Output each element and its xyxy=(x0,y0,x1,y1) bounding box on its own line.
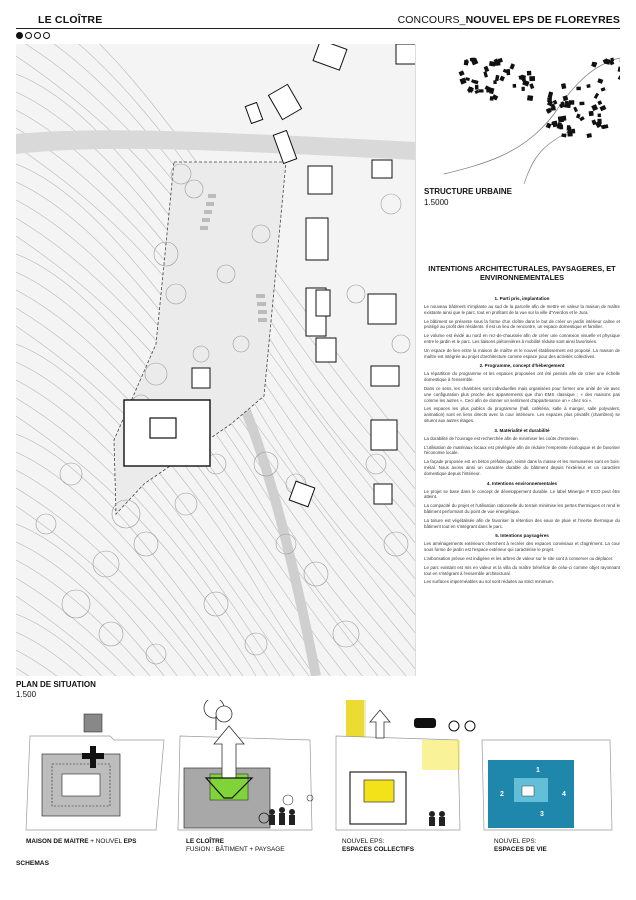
urban-block xyxy=(601,87,606,91)
schema-1-villa xyxy=(84,714,102,732)
contour-line xyxy=(16,416,416,676)
urban-block xyxy=(475,85,479,90)
contour-line xyxy=(16,506,416,676)
schema-2-caption-sub: FUSION : BÂTIMENT + PAYSAGE xyxy=(186,846,285,853)
section-paragraph: Un espace de lien entre la maison de maître et le nouvel établissement est proposé. La maison de maître est intégrée au projet d'architecture comme espace pour des activités collectives. xyxy=(424,347,620,359)
courtyard xyxy=(150,418,176,438)
contour-line xyxy=(16,434,416,676)
schema-4-caption-bold: ESPACES DE VIE xyxy=(494,846,547,853)
section-paragraph: La façade proposée est en béton préfabriqué, teinté dans la masse et les menuiseries sont en bois-métal. Nous avons ainsi un caractère durable du bâtiment depuis l'extérieur et un caractère domestique depuis l'intérieur. xyxy=(424,459,620,476)
situation-title: PLAN DE SITUATION xyxy=(16,680,96,689)
schema-1-caption-eps: EPS xyxy=(123,838,137,845)
urban-block xyxy=(529,76,535,81)
urban-block xyxy=(489,61,496,67)
section-paragraph: Les espaces les plus publics du programme (hall, cafétéria, salle à manger, salle polyvalent, animation) sont en liens directs avec la cour intérieure. Les espaces plus privatifs (chambres) se situent aux autres étages. xyxy=(424,406,620,423)
urban-block xyxy=(547,97,552,102)
urban-block xyxy=(598,114,601,118)
section-heading: 1. Parti pris, implantation xyxy=(494,296,550,301)
urban-block xyxy=(484,66,490,72)
contour-line xyxy=(16,596,416,676)
schema-2-caption-bold: LE CLOÎTRE xyxy=(186,838,224,845)
schema-3-caption xyxy=(342,838,414,854)
competition-title xyxy=(398,14,620,26)
schema-3-bike-icon xyxy=(449,721,459,731)
urban-block xyxy=(587,133,592,138)
urban-block xyxy=(475,90,479,94)
urban-block xyxy=(569,100,575,104)
urban-block xyxy=(486,88,492,93)
schema-le-cloitre xyxy=(176,700,326,840)
schema-3-yellow-area xyxy=(422,740,460,770)
section-paragraph: L'arborisation prévue est indigène et les arbres de valeur sur le site sont à conserver ou déplacer. xyxy=(424,555,614,561)
urban-block xyxy=(459,70,465,76)
urban-block xyxy=(529,83,534,89)
urban-block xyxy=(573,107,578,113)
section-paragraph: La compacité du projet et l'utilisation rationnelle du terrain minimise les pertes thermiques et rend le bâtiment performant du point de vue énergétique. xyxy=(424,503,620,514)
urban-block xyxy=(522,87,525,91)
schema-2-caption xyxy=(186,838,285,854)
urban-structure-title: STRUCTURE URBAINE xyxy=(424,187,512,196)
urban-block xyxy=(499,76,505,82)
section-paragraph: L'utilisation de matériaux locaux est privilégiée afin de réduire l'empreinte écologique et de favoriser l'économie locale. xyxy=(424,444,620,456)
urban-block xyxy=(470,57,475,61)
situation-scale: 1.500 xyxy=(16,690,37,699)
page-dot-3 xyxy=(34,32,41,39)
section-paragraph: Dans ce sens, les chambres sont individuelles mais organisées pour former une unité de vie avec une configuration plus proche des appartements que d'un EMS classique ; « des maisons pas comme les autres ». Ceci afin de donner un sentiment d'appartenance un « chez soi ». xyxy=(424,385,620,403)
urban-block xyxy=(586,84,590,88)
schema-4-caption xyxy=(494,838,547,854)
section-heading: 4. Intentions environnementales xyxy=(486,480,558,486)
urban-block xyxy=(527,71,532,76)
urban-block xyxy=(561,133,566,137)
project-title: LE CLOÎTRE xyxy=(38,14,103,26)
urban-block xyxy=(561,102,565,107)
section-paragraph: La répartition du programme et les espaces proposées ont été pensés afin de créer une échelle domestique à l'ensemble. xyxy=(424,371,620,383)
competition-name: NOUVEL EPS DE FLOREYRES xyxy=(465,14,620,26)
urban-block xyxy=(561,83,566,89)
urban-block xyxy=(600,105,607,111)
schema-1-caption-bold: MAISON DE MAITRE xyxy=(26,838,89,845)
urban-structure-map xyxy=(424,44,620,184)
contour-line xyxy=(16,524,416,676)
urban-block xyxy=(548,91,553,98)
urban-block xyxy=(567,131,573,137)
urban-block xyxy=(550,107,556,111)
schema-3-arrow-icon xyxy=(370,710,390,738)
room-number: 4 xyxy=(562,791,566,798)
urban-block xyxy=(527,95,533,101)
urban-block xyxy=(597,100,602,105)
page-indicator xyxy=(16,32,50,39)
contour-line xyxy=(16,470,416,676)
section-paragraph: Le parc existant est mis en valeur et la villa du maître bénéficie de celui-ci comme objet rayonnant tout en s'intégrant à l'ensemble architectural. xyxy=(424,564,620,576)
urban-block xyxy=(479,89,484,92)
urban-block xyxy=(602,124,608,129)
intentions-sections xyxy=(424,296,620,585)
section-paragraph: La toiture est végétalisée afin de favoriser la rétention des eaux de pluie et l'inertie thermique du bâtiment tout en s'intégrant dans le parc. xyxy=(424,517,620,529)
section-paragraph: La durabilité de l'ouvrage est recherchée afin de minimiser les coûts d'entretien. xyxy=(424,435,579,441)
contour-line xyxy=(16,398,416,676)
schema-espaces-collectifs xyxy=(332,700,482,840)
section-heading: 2. Programme, concept d'hébergement xyxy=(479,363,565,369)
section-heading: 3. Matérialité et durabilité xyxy=(494,427,550,433)
urban-blocks xyxy=(459,57,621,137)
site-plan xyxy=(16,44,416,676)
urban-block xyxy=(576,87,580,91)
urban-block xyxy=(597,119,601,124)
section-paragraph: Le volume est évidé au nord en rez-de-chaussée afin de créer une connexion visuelle et physique entre le jardin et le parc. Les liaisons piétonnières à mobilité réduite sont ainsi favorisées. xyxy=(424,333,620,344)
schema-maison-de-maitre xyxy=(24,700,174,840)
section-paragraph: Le bâtiment se présente sous la forme d'un cloître dans le but de créer un jardin intérieur calme et protégé au profit des résidents. Il est un lieu de rencontre, un espace domestique et familier. xyxy=(424,318,620,330)
urban-block xyxy=(589,111,594,116)
urban-block xyxy=(510,63,516,69)
urban-block xyxy=(567,125,571,131)
room-number: 3 xyxy=(540,811,544,818)
contour-line xyxy=(16,650,416,676)
section-paragraph: Le projet se base dans le concept de développement durable. Le label Minergie P ECO peut être atteint. xyxy=(424,488,620,500)
urban-block xyxy=(513,84,517,88)
contour-line xyxy=(16,614,416,676)
schema-4-caption-top: NOUVEL EPS: xyxy=(494,838,537,845)
urban-block xyxy=(465,77,470,81)
schema-1-caption-plus: + NOUVEL xyxy=(88,838,124,845)
urban-block xyxy=(591,104,598,111)
schema-1-link-horizontal xyxy=(82,753,104,759)
urban-block xyxy=(494,59,499,63)
urban-block xyxy=(493,80,496,84)
road xyxy=(16,130,416,160)
urban-structure-scale: 1.5000 xyxy=(424,198,449,207)
schema-espaces-de-vie xyxy=(480,700,630,840)
urban-block xyxy=(597,78,603,84)
urban-block xyxy=(576,114,581,119)
site-plan-drawing xyxy=(16,44,416,676)
section-paragraph: Les aménagements extérieurs cherchent à recréer des espaces conviviaux et d'agrément. La cour sous forme de jardin est l'espace extérieur qui caractérise le projet. xyxy=(424,541,620,553)
urban-block xyxy=(618,75,620,80)
page-dot-1 xyxy=(16,32,23,39)
contour-line xyxy=(16,578,416,676)
urban-block xyxy=(579,102,584,106)
urban-block xyxy=(594,93,599,99)
intentions-title: INTENTIONS ARCHITECTURALES, PAYSAGERES, ET ENVIRONNEMENTALES xyxy=(428,264,616,282)
schema-1-court xyxy=(62,774,100,796)
schema-4-furniture xyxy=(522,786,534,796)
urban-block xyxy=(618,67,620,73)
schema-1-caption xyxy=(26,838,136,846)
room-number: 2 xyxy=(500,791,504,798)
urban-road xyxy=(444,58,620,174)
page-dot-2 xyxy=(25,32,32,39)
schema-3-collective-space xyxy=(364,780,394,802)
schema-3-caption-bold: ESPACES COLLECTIFS xyxy=(342,846,414,853)
urban-block xyxy=(579,116,585,121)
page-dot-4 xyxy=(43,32,50,39)
header-divider xyxy=(16,28,620,29)
urban-block xyxy=(563,116,567,121)
schemas-label: SCHEMAS xyxy=(16,860,49,867)
schema-3-car-icon xyxy=(414,718,436,728)
competition-prefix: CONCOURS_ xyxy=(397,14,466,26)
section-paragraph: Le nouveau bâtiment s'implante au sud de la parcelle afin de mettre en valeur la maison de maître existante ainsi que le parc, tout en profitant de la vue sur la ville d'Yverdon et le Jura. xyxy=(424,304,620,315)
room-number: 1 xyxy=(536,767,540,774)
intentions-column xyxy=(424,264,620,588)
schema-3-caption-top: NOUVEL EPS: xyxy=(342,838,385,845)
section-paragraph: Les surfaces imperméables au sol sont réduites au strict minimum. xyxy=(424,579,554,585)
section-heading: 5. Intentions paysagères xyxy=(495,533,549,539)
urban-block xyxy=(495,75,499,81)
